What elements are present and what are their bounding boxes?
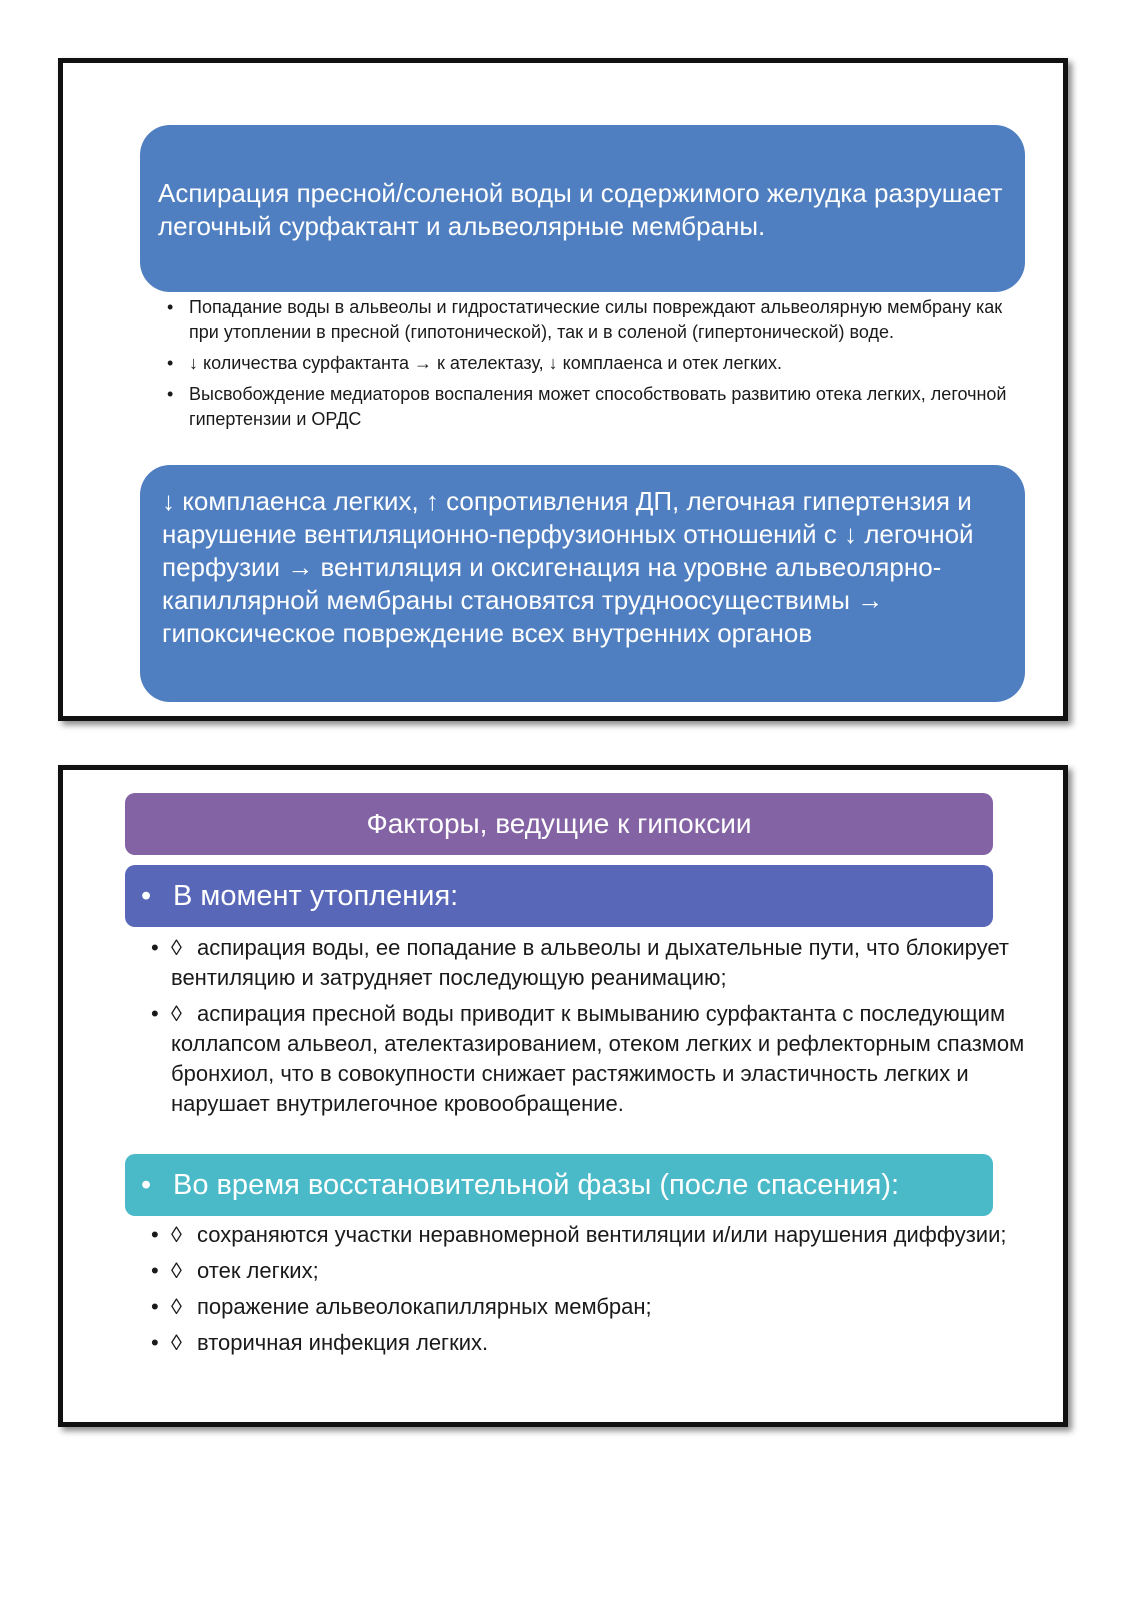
list-item-text: вторичная инфекция легких.	[197, 1330, 489, 1355]
diamond-icon: ◊	[171, 1330, 182, 1355]
slide-title-bar	[125, 793, 993, 855]
list-item	[151, 1256, 1031, 1286]
list-item	[151, 1328, 1031, 1358]
bullet-dot-icon: •	[151, 935, 159, 960]
section-heading-bar-2	[125, 1154, 993, 1216]
bottom-summary-box	[140, 465, 1025, 702]
bullet-dot-icon: •	[141, 1169, 152, 1201]
list-item	[151, 1292, 1031, 1322]
bullet-dot-icon: •	[167, 297, 174, 317]
bullet-dot-icon: •	[151, 1258, 159, 1283]
list-item	[151, 999, 1031, 1119]
list-item-text: сохраняются участки неравномерной вентиляции и/или нарушения диффузии;	[197, 1222, 1007, 1247]
list-item	[167, 295, 1027, 345]
section-heading-2: Во время восстановительной фазы (после спасения):	[173, 1169, 900, 1201]
diamond-icon: ◊	[171, 1258, 182, 1283]
section-2-list	[151, 1220, 1031, 1364]
bullet-dot-icon: •	[167, 384, 174, 404]
diamond-icon: ◊	[171, 1294, 182, 1319]
list-item-text: ↓ количества сурфактанта → к ателектазу, ↓ комплаенса и отек легких.	[189, 353, 782, 373]
diamond-icon: ◊	[171, 1001, 182, 1026]
slide-1	[58, 58, 1068, 721]
list-item-text: отек легких;	[197, 1258, 319, 1283]
list-item-text: Попадание воды в альвеолы и гидростатические силы повреждают альвеолярную мембрану как при утоплении в пресной (гипотонической), так и в соленой (гипертонической) воде.	[189, 297, 1003, 342]
section-heading-bar-1	[125, 865, 993, 927]
list-item	[151, 933, 1031, 993]
diamond-icon: ◊	[171, 935, 182, 960]
bullet-dot-icon: •	[151, 1001, 159, 1026]
bullet-dot-icon: •	[151, 1294, 159, 1319]
bullet-dot-icon: •	[167, 353, 174, 373]
list-item-text: Высвобождение медиаторов воспаления может способствовать развитию отека легких, легочной гипертензии и ОРДС	[189, 384, 1007, 429]
list-item-text: аспирация воды, ее попадание в альвеолы и дыхательные пути, что блокирует вентиляцию и затрудняет последующую реанимацию;	[171, 935, 1009, 990]
slide-title: Факторы, ведущие к гипоксии	[366, 808, 752, 839]
bullet-dot-icon: •	[141, 880, 152, 912]
mechanism-bullet-list	[167, 295, 1027, 438]
list-item	[151, 1220, 1031, 1250]
slide-2	[58, 765, 1068, 1427]
list-item-text: поражение альвеолокапиллярных мембран;	[197, 1294, 652, 1319]
diamond-icon: ◊	[171, 1222, 182, 1247]
bullet-dot-icon: •	[151, 1330, 159, 1355]
bottom-summary-text: ↓ комплаенса легких, ↑ сопротивления ДП, легочная гипертензия и нарушение вентиляционно-перфузионных отношений с ↓ легочной перфузии → вентиляция и оксигенация на уровне альвеолярно-капиллярной мембраны становятся трудноосуществимы → гипоксическое повреждение всех внутренних органов	[162, 486, 974, 648]
section-1-list	[151, 933, 1031, 1125]
section-heading-1: В момент утопления:	[173, 880, 459, 912]
list-item-text: аспирация пресной воды приводит к вымыванию сурфактанта с последующим коллапсом альвеол, ателектазированием, отеком легких и рефлекторным спазмом бронхиол, что в совокупности снижает растяжимость и эластичность легких и нарушает внутрилегочное кровообращение.	[171, 1001, 1025, 1116]
bullet-dot-icon: •	[151, 1222, 159, 1247]
list-item	[167, 382, 1027, 432]
list-item	[167, 351, 1027, 376]
top-summary-text: Аспирация пресной/соленой воды и содержимого желудка разрушает легочный сурфактант и альвеолярные мембраны.	[158, 178, 1003, 241]
top-summary-box	[140, 125, 1025, 292]
